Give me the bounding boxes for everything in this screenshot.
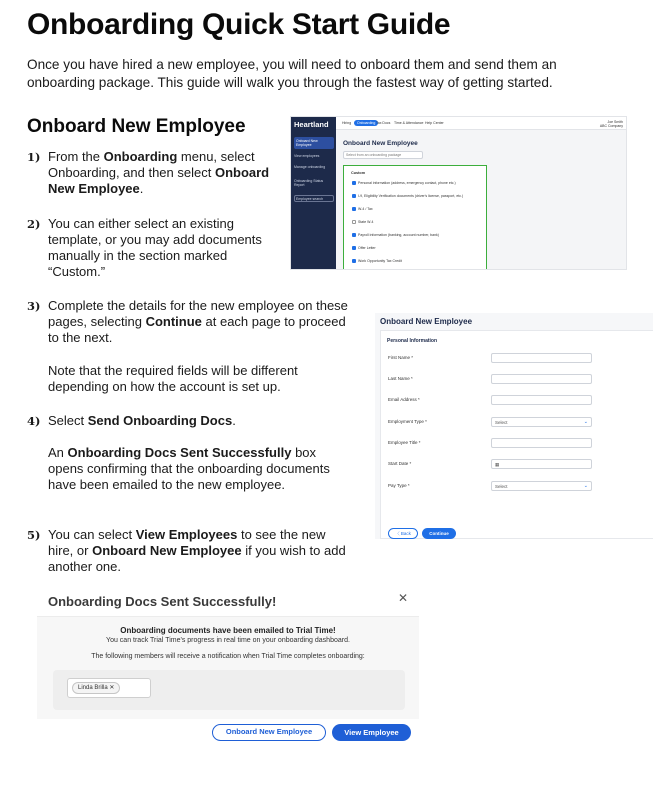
step-number: 4) — [27, 414, 41, 428]
emailed-message: Onboarding documents have been emailed to Trial Time! — [120, 626, 336, 635]
email-label: Email Address * — [388, 397, 420, 402]
employment-type-select[interactable]: Select ⌄ — [491, 417, 592, 427]
checkbox-checked-icon — [352, 194, 356, 198]
checkbox-checked-icon — [352, 246, 356, 250]
chevron-down-icon: ⌄ — [583, 483, 588, 489]
nav-onboarding-status-report[interactable]: Onboarding Status Report — [294, 179, 324, 187]
heartland-logo: Heartland — [294, 120, 329, 129]
intro-paragraph: Once you have hired a new employee, you will need to onboard them and send them an onboarding package. This guide will walk you through the fastest way of getting started. — [27, 57, 557, 90]
close-icon[interactable]: ✕ — [398, 591, 409, 605]
doc-checkbox-row[interactable]: State W-4 — [352, 220, 374, 224]
top-nav-help-center[interactable]: Help Center — [425, 121, 444, 125]
employment-type-label: Employment Type * — [388, 419, 427, 424]
chevron-down-icon: ⌄ — [583, 419, 588, 425]
success-dialog-screenshot — [37, 588, 419, 719]
email-input[interactable] — [491, 395, 592, 405]
step-text: You can either select an existing template, or you may add documents manually in the section marked “Custom.” — [48, 216, 262, 279]
form-subtitle: Personal Information — [387, 338, 438, 344]
panel-title: Custom — [351, 171, 366, 175]
dialog-title: Onboarding Docs Sent Successfully! — [48, 594, 277, 609]
notification-message: The following members will receive a notification when Trial Time completes onboarding: — [91, 653, 365, 660]
screen-heading: Onboard New Employee — [343, 140, 418, 147]
step-number: 5) — [27, 528, 41, 542]
step-text: From the Onboarding menu, select Onboarding, and then select Onboard New Employee. — [48, 149, 270, 196]
app-sidebar — [291, 117, 336, 270]
back-button[interactable]: 〈 Back — [388, 528, 418, 539]
top-nav-bar — [336, 117, 627, 130]
continue-button[interactable]: Continue — [422, 528, 456, 539]
employee-title-input[interactable] — [491, 438, 592, 448]
nav-onboard-new-employee[interactable]: Onboard New Employee — [294, 137, 334, 149]
calendar-icon: ▦ — [495, 462, 500, 467]
form-card — [380, 330, 653, 539]
checkbox-checked-icon — [352, 233, 356, 237]
dialog-body — [37, 616, 419, 719]
top-nav-tax-docs[interactable]: Tax Docs — [376, 121, 391, 125]
template-select[interactable]: Select from an onboarding package — [343, 151, 423, 159]
doc-checkbox-row[interactable]: Payroll information (banking, account number, bank) — [352, 233, 439, 237]
page-title: Onboarding Quick Start Guide — [27, 8, 451, 41]
member-chip[interactable]: Linda Brilla ✕ — [72, 682, 120, 694]
doc-checkbox-row[interactable]: Personal information (address, emergency contact, phone etc.) — [352, 181, 456, 185]
checkbox-checked-icon — [352, 181, 356, 185]
top-nav-onboarding[interactable]: Onboarding — [354, 120, 378, 126]
top-nav-hiring[interactable]: Hiring — [342, 121, 352, 125]
start-date-input[interactable] — [491, 459, 592, 469]
first-name-label: First Name * — [388, 355, 414, 360]
nav-view-employees[interactable]: View employees — [294, 154, 320, 158]
nav-manage-onboarding[interactable]: Manage onboarding — [294, 165, 326, 169]
doc-checkbox-row[interactable]: Offer Letter — [352, 246, 376, 250]
step-4-note: An Onboarding Docs Sent Successfully box opens confirming that the onboarding documents have been emailed to the new employee. — [48, 445, 330, 492]
last-name-label: Last Name * — [388, 376, 413, 381]
last-name-input[interactable] — [491, 374, 592, 384]
step-number: 1) — [27, 150, 41, 164]
start-date-label: Start Date * — [388, 461, 412, 466]
doc-checkbox-row[interactable]: I-9, Eligibility Verification documents (driver's license, passport, etc.) — [352, 194, 463, 198]
step-number: 3) — [27, 299, 41, 313]
tracking-message: You can track Trial Time's progress in real time on your onboarding dashboard. — [106, 637, 350, 644]
custom-docs-panel — [343, 165, 487, 270]
step-3-note: Note that the required fields will be different depending on how the account is set up. — [48, 363, 298, 394]
onboarding-menu-screenshot — [290, 116, 627, 270]
view-employee-button[interactable]: View Employee — [332, 724, 411, 741]
checkbox-checked-icon — [352, 207, 356, 211]
employee-search-input[interactable]: Employee search — [294, 195, 334, 202]
top-nav-time-attendance[interactable]: Time & Attendance — [394, 121, 424, 125]
onboard-new-employee-button[interactable]: Onboard New Employee — [212, 724, 326, 741]
pay-type-select[interactable]: Select ⌄ — [491, 481, 592, 491]
section-title: Onboard New Employee — [27, 116, 246, 137]
checkbox-checked-icon — [352, 259, 356, 263]
step-number: 2) — [27, 217, 41, 231]
user-menu[interactable]: Joe Smith ABC Company — [599, 120, 623, 128]
doc-checkbox-row[interactable]: W-4 / Tax — [352, 207, 373, 211]
pay-type-label: Pay Type * — [388, 483, 410, 488]
checkbox-unchecked-icon — [352, 220, 356, 224]
form-title: Onboard New Employee — [380, 317, 473, 326]
members-area — [53, 670, 405, 710]
first-name-input[interactable] — [491, 353, 592, 363]
personal-info-form-screenshot — [375, 313, 653, 539]
step-text: Select Send Onboarding Docs. — [48, 413, 236, 428]
step-text: You can select View Employees to see the new hire, or Onboard New Employee if you wish to add another one. — [48, 527, 346, 574]
step-text: Complete the details for the new employee on these pages, selecting Continue at each page to proceed to the next. — [48, 298, 348, 345]
doc-checkbox-row[interactable]: Work Opportunity Tax Credit — [352, 259, 402, 263]
employee-title-label: Employee Title * — [388, 440, 421, 445]
members-input[interactable] — [67, 678, 151, 698]
